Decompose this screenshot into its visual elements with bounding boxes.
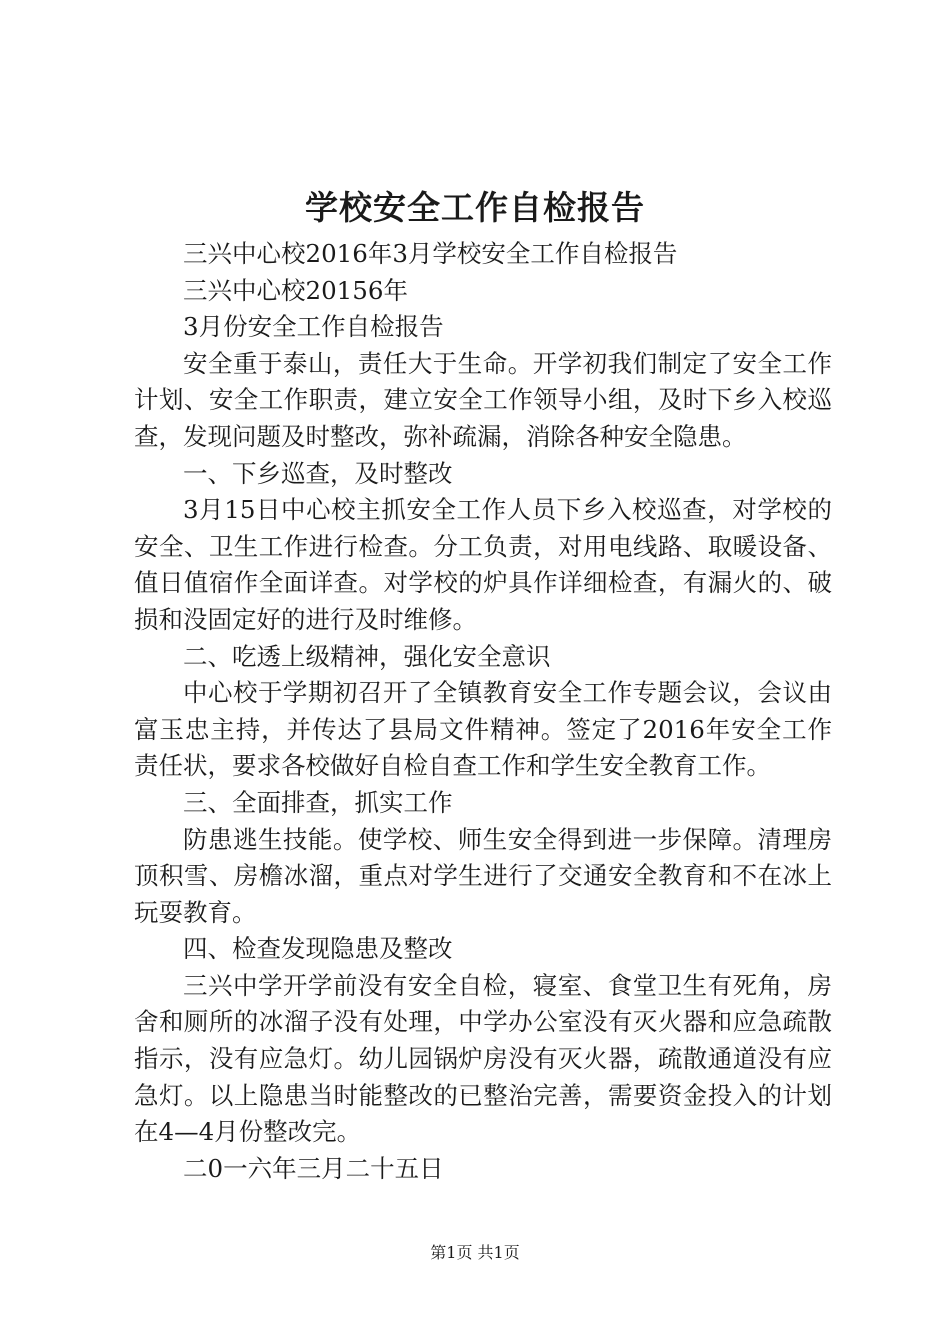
section-body-2: 中心校于学期初召开了全镇教育安全工作专题会议，会议由富玉忠主持，并传达了县局文件精神。签定了2016年安全工作责任状，要求各校做好自检自查工作和学生安全教育工作。 [134, 678, 832, 781]
paragraph-heading-line: 三兴中心校2016年3月学校安全工作自检报告 [183, 239, 678, 268]
section-heading-3: 三、全面排查，抓实工作 [183, 787, 453, 817]
section-heading-1: 一、下乡巡查，及时整改 [183, 458, 453, 488]
paragraph-school-year: 三兴中心校20156年 [183, 275, 408, 305]
document-body [134, 236, 832, 1187]
section-body-3: 防患逃生技能。使学校、师生安全得到进一步保障。清理房顶积雪、房檐冰溜，重点对学生进行了交通安全教育和不在冰上玩耍教育。 [134, 824, 832, 927]
section-heading-2: 二、吃透上级精神，强化安全意识 [183, 641, 551, 671]
section-body-4: 三兴中学开学前没有安全自检，寝室、食堂卫生有死角，房舍和厕所的冰溜子没有处理，中学办公室没有灭火器和应急疏散指示，没有应急灯。幼儿园锅炉房没有灭火器，疏散通道没有应急灯。以上隐患当时能整改的已整治完善，需要资金投入的计划在4—4月份整改完。 [134, 970, 832, 1147]
page-number-footer: 第1页 共1页 [430, 1243, 520, 1262]
section-body-1: 3月15日中心校主抓安全工作人员下乡入校巡查，对学校的安全、卫生工作进行检查。分工负责，对用电线路、取暖设备、值日值宿作全面详查。对学校的炉具作详细检查，有漏火的、破损和没固定好的进行及时维修。 [134, 495, 832, 634]
paragraph-report-name: 3月份安全工作自检报告 [183, 312, 444, 342]
document-title: 学校安全工作自检报告 [305, 188, 645, 227]
paragraph-intro: 安全重于泰山，责任大于生命。开学初我们制定了安全工作计划、安全工作职责，建立安全工作领导小组，及时下乡入校巡查，发现问题及时整改，弥补疏漏，消除各种安全隐患。 [134, 348, 832, 451]
document-date: 二0一六年三月二十五日 [183, 1153, 444, 1183]
section-heading-4: 四、检查发现隐患及整改 [183, 934, 453, 964]
